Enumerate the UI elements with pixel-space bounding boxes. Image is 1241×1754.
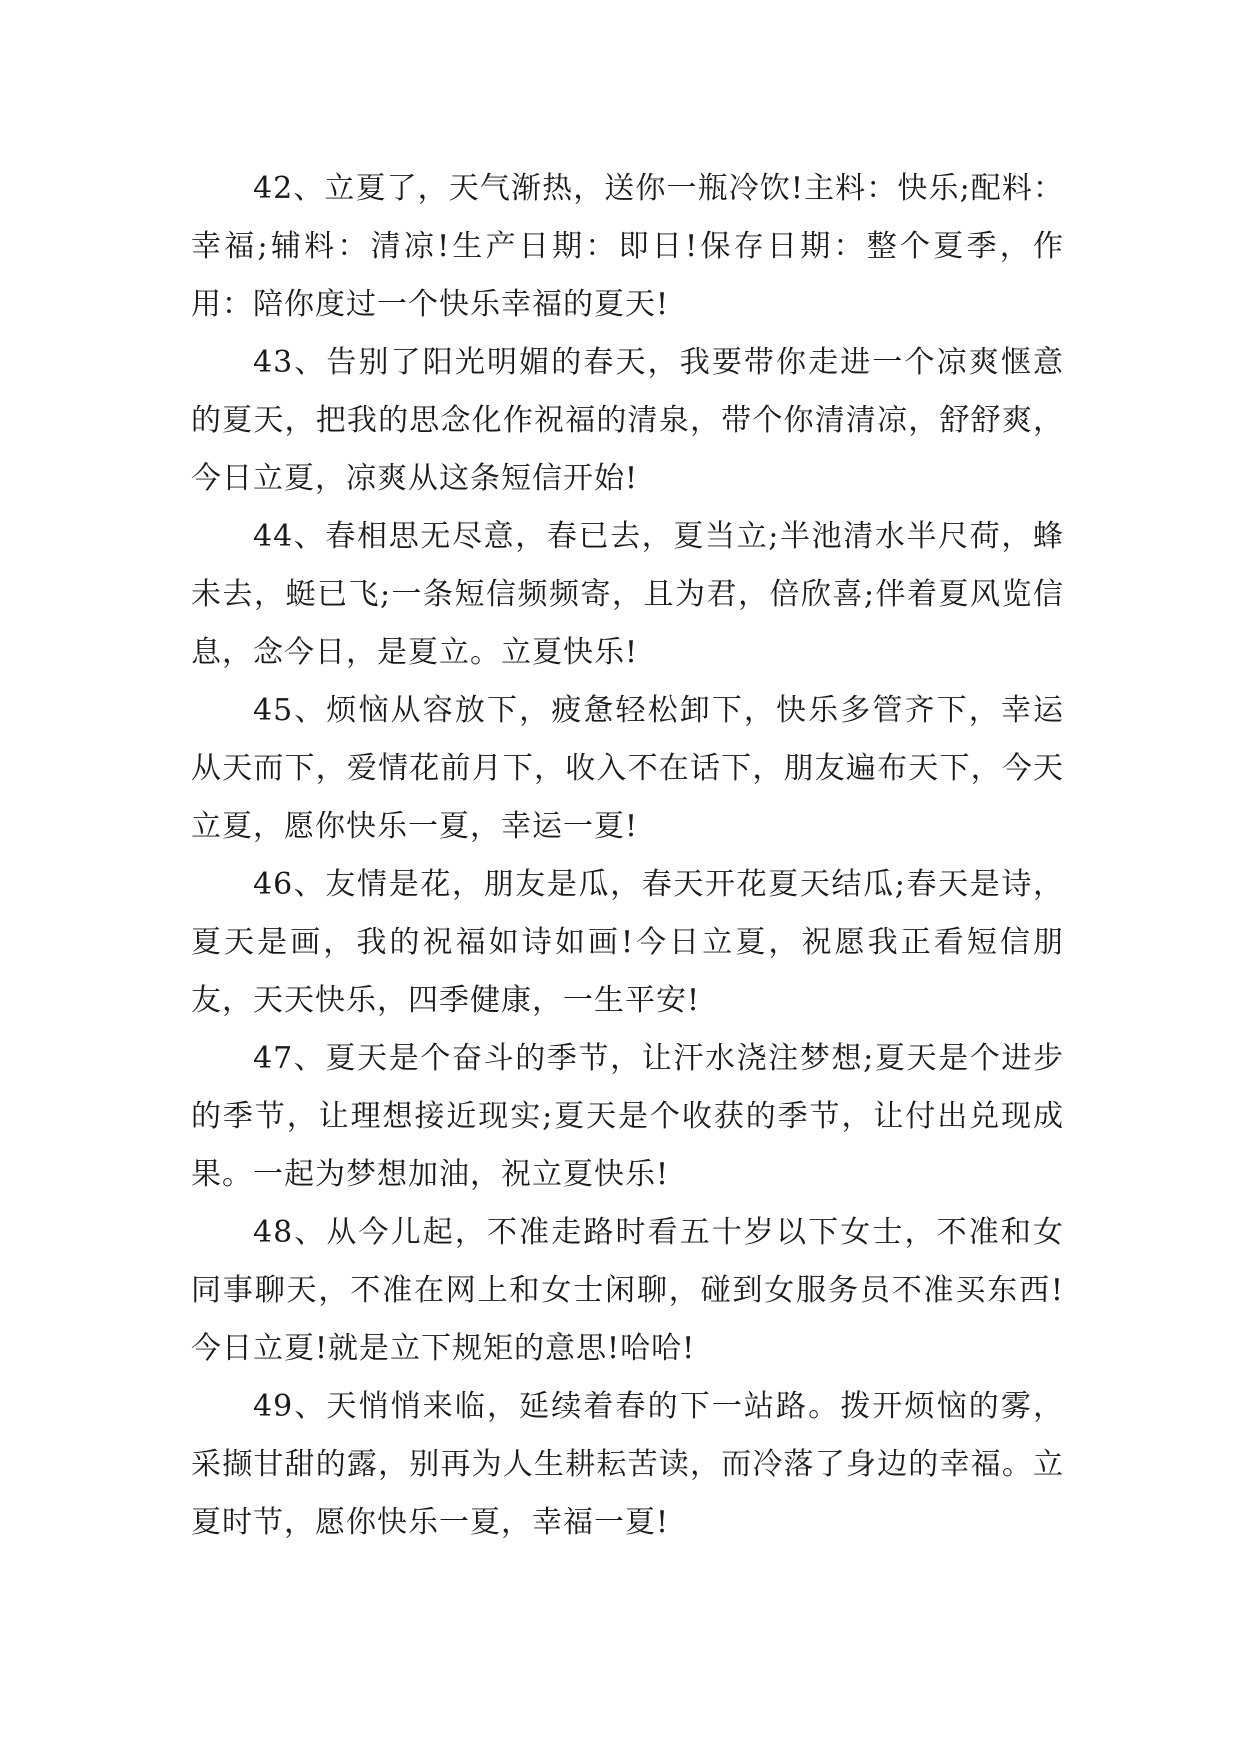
paragraph-49: 49、天悄悄来临，延续着春的下一站路。拨开烦恼的雾，采撷甘甜的露，别再为人生耕耘苦读，而冷落了身边的幸福。立夏时节，愿你快乐一夏，幸福一夏! bbox=[191, 1389, 1064, 1540]
paragraph-47: 47、夏天是个奋斗的季节，让汗水浇注梦想;夏天是个进步的季节，让理想接近现实;夏天是个收获的季节，让付出兑现成果。一起为梦想加油，祝立夏快乐! bbox=[191, 1041, 1064, 1192]
document-body bbox=[191, 160, 1064, 1552]
paragraph-44: 44、春相思无尽意，春已去，夏当立;半池清水半尺荷，蜂未去，蜓已飞;一条短信频频寄，且为君，倍欣喜;伴着夏风览信息，念今日，是夏立。立夏快乐! bbox=[191, 519, 1064, 670]
paragraph-48: 48、从今儿起，不准走路时看五十岁以下女士，不准和女同事聊天，不准在网上和女士闲聊，碰到女服务员不准买东西!今日立夏!就是立下规矩的意思!哈哈! bbox=[191, 1215, 1064, 1366]
paragraph-46: 46、友情是花，朋友是瓜，春天开花夏天结瓜;春天是诗，夏天是画，我的祝福如诗如画!今日立夏，祝愿我正看短信朋友，天天快乐，四季健康，一生平安! bbox=[191, 867, 1064, 1018]
paragraph-42: 42、立夏了，天气渐热，送你一瓶冷饮!主料：快乐;配料：幸福;辅料：清凉!生产日期：即日!保存日期：整个夏季，作用：陪你度过一个快乐幸福的夏天! bbox=[191, 171, 1064, 322]
paragraph-43: 43、告别了阳光明媚的春天，我要带你走进一个凉爽惬意的夏天，把我的思念化作祝福的清泉，带个你清清凉，舒舒爽，今日立夏，凉爽从这条短信开始! bbox=[191, 345, 1064, 496]
paragraph-45: 45、烦恼从容放下，疲惫轻松卸下，快乐多管齐下，幸运从天而下，爱情花前月下，收入不在话下，朋友遍布天下，今天立夏，愿你快乐一夏，幸运一夏! bbox=[191, 693, 1064, 844]
